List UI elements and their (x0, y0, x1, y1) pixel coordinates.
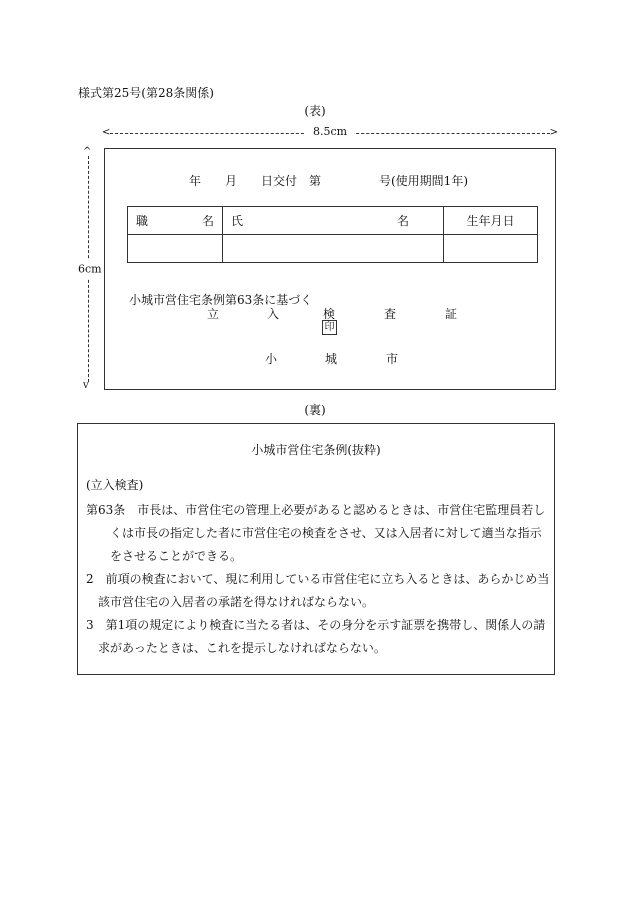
table-header-row (128, 207, 538, 235)
seal-mark: 印 (322, 320, 337, 335)
birth-date-header: 生年月日 (444, 207, 538, 235)
article-paragraph: 第63条 市長は、市営住宅の管理上必要があると認めるときは、市営住宅監理員若しくは市長の指定した者に市営住宅の検査をさせ、又は入居者に対して適当な指示をさせることができる。 (86, 503, 546, 563)
cert-char: 検 (323, 307, 336, 321)
width-label: 8.5cm (305, 125, 355, 138)
height-dimension (78, 146, 102, 391)
issue-month: 月 (225, 174, 238, 188)
city-char: 城 (325, 352, 338, 366)
job-title-char-2: 名 (201, 214, 214, 228)
width-dimension (104, 126, 556, 140)
issue-day: 日交付 (261, 174, 298, 188)
name-char-1: 氏 (231, 214, 244, 228)
cert-char: 査 (384, 307, 397, 321)
issue-dai: 第 (309, 174, 322, 188)
arrow-down-icon: v (83, 380, 89, 391)
cert-char: 立 (207, 307, 220, 321)
article-paragraph: 2 前項の検査において、現に利用している市営住宅に立ち入るときは、あらかじめ当該市営住宅の入居者の承諾を得なければならない。 (86, 572, 550, 609)
back-side-label: (裏) (304, 403, 326, 417)
birth-date-cell (444, 235, 538, 263)
cert-char: 証 (445, 307, 458, 321)
name-header (223, 207, 444, 235)
front-side-label: (表) (304, 104, 326, 118)
height-label: 6cm (78, 259, 102, 280)
issue-line (105, 172, 555, 188)
arrow-right-icon: > (549, 127, 558, 138)
job-title-header (128, 207, 223, 235)
back-card (77, 423, 555, 675)
form-number: 様式第25号(第28条関係) (78, 86, 214, 100)
issue-go: 号(使用期間1年) (379, 174, 468, 188)
name-char-2: 名 (396, 214, 409, 228)
issue-year: 年 (189, 174, 202, 188)
front-card (104, 148, 556, 390)
cert-char: 入 (267, 307, 280, 321)
article-paragraph: 3 第1項の規定により検査に当たる者は、その身分を示す証票を携帯し、関係人の請求があったときは、これを提示しなければならない。 (86, 618, 546, 655)
ordinance-text (86, 499, 550, 660)
name-cell (223, 235, 444, 263)
legal-basis: 小城市営住宅条例第63条に基づく (129, 293, 313, 307)
job-title-char-1: 職 (136, 214, 149, 228)
arrow-left-icon: < (102, 127, 111, 138)
table-row (128, 235, 538, 263)
section-heading: (立入検査) (86, 478, 144, 492)
ordinance-title: 小城市営住宅条例(抜粋) (251, 443, 381, 457)
job-title-cell (128, 235, 223, 263)
holder-table (127, 206, 538, 263)
arrow-up-icon: ^ (83, 146, 92, 157)
city-char: 小 (265, 352, 278, 366)
city-char: 市 (386, 352, 399, 366)
